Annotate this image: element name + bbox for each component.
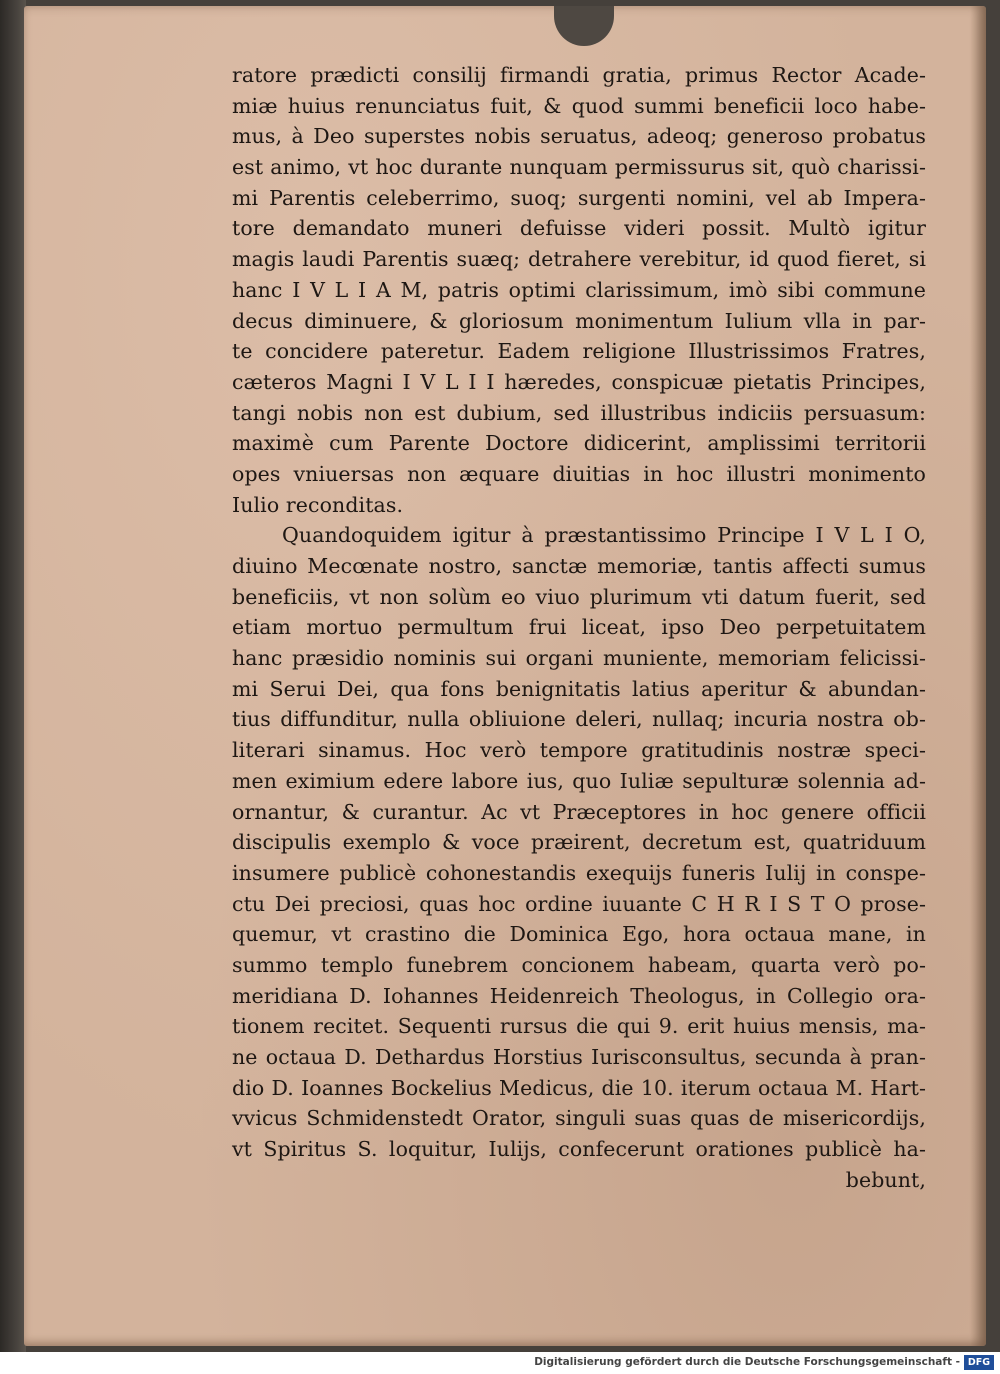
text-line: opes vniuersas non æquare diuitias in hoc illustri monimento — [232, 461, 926, 486]
text-line: dio D. Ioannes Bockelius Medicus, die 10. iterum octaua M. Hart- — [232, 1075, 926, 1100]
text-line: etiam mortuo permultum frui liceat, ipso Deo perpetuitatem — [232, 615, 926, 640]
page-edge-shadow — [970, 6, 986, 1346]
text-line: literari sinamus. Hoc verò tempore gratitudinis nostræ speci- — [232, 738, 926, 763]
text-line: vvicus Schmidenstedt Orator, singuli suas quas de misericordijs, — [232, 1106, 926, 1131]
text-line: meridiana D. Iohannes Heidenreich Theologus, in Collegio ora- — [232, 983, 926, 1008]
text-line: magis laudi Parentis suæq; detrahere verebitur, id quod fieret, si — [232, 247, 926, 272]
text-line: tangi nobis non est dubium, sed illustribus indiciis persuasum: — [232, 400, 926, 425]
text-line: ne octaua D. Dethardus Horstius Iurisconsultus, secunda à pran- — [232, 1045, 926, 1069]
text-line: miæ huius renunciatus fuit, & quod summi beneficii loco habe- — [232, 93, 926, 118]
funding-credit: Digitalisierung gefördert durch die Deutsche Forschungsgemeinschaft - — [534, 1356, 960, 1368]
text-line: men eximium edere labore ius, quo Iuliæ sepulturæ solennia ad- — [232, 768, 926, 793]
text-line: hanc præsidio nominis sui organi muniente, memoriam felicissi- — [232, 646, 926, 671]
text-line: tionem recitet. Sequenti rursus die qui 9. erit huius mensis, ma- — [232, 1014, 926, 1039]
text-line: beneficiis, vt non solùm eo viuo plurimum vti datum fuerit, sed — [232, 584, 926, 609]
text-line: ornantur, & curantur. Ac vt Præceptores in hoc genere officii — [232, 799, 926, 824]
text-line: summo templo funebrem concionem habeam, quarta verò po- — [232, 952, 926, 977]
text-line: mus, à Deo superstes nobis seruatus, adeoq; generoso probatus — [232, 124, 926, 149]
footer-bar — [0, 1352, 1000, 1374]
paragraph-first-line: Quandoquidem igitur à præstantissimo Principe I V L I O, — [282, 523, 926, 548]
text-line: tius diffunditur, nulla obliuione deleri, nullaq; incuria nostra ob- — [232, 707, 926, 732]
book-cover-edge — [0, 0, 26, 1352]
text-line: ratore prædicti consilij firmandi gratia, primus Rector Acade- — [232, 63, 926, 87]
text-line: mi Serui Dei, qua fons benignitatis latius aperitur & abundan- — [232, 676, 926, 701]
text-line: vt Spiritus S. loquitur, Iulijs, confecerunt orationes publicè ha- — [232, 1137, 926, 1162]
text-line: ctu Dei preciosi, quas hoc ordine iuuante C H R I S T O prose- — [232, 891, 926, 916]
text-line: quemur, vt crastino die Dominica Ego, hora octaua mane, in — [232, 922, 926, 947]
body-text — [232, 60, 926, 1195]
text-line: est animo, vt hoc durante nunquam permissurus sit, quò charissi- — [232, 155, 926, 180]
text-line: diuino Mecœnate nostro, sanctæ memoriæ, tantis affecti sumus — [232, 554, 926, 578]
text-line: Iulio reconditas. — [232, 492, 404, 517]
text-line: tore demandato muneri defuisse videri possit. Multò igitur — [232, 216, 926, 241]
text-line: insumere publicè cohonestandis exequijs funeris Iulij in conspe- — [232, 860, 926, 885]
text-line: maximè cum Parente Doctore didicerint, amplissimi territorii — [232, 431, 926, 456]
catchword: bebunt, — [845, 1167, 926, 1192]
text-line: decus diminuere, & gloriosum monimentum Iulium vlla in par- — [232, 308, 926, 333]
page-tab-notch — [554, 6, 614, 46]
text-line: hanc I V L I A M, patris optimi clarissimum, imò sibi commune — [232, 277, 926, 302]
dfg-logo: DFG — [964, 1355, 994, 1370]
text-line: discipulis exemplo & voce præirent, decretum est, quatriduum — [232, 830, 926, 855]
text-line: te concidere pateretur. Eadem religione Illustrissimos Fratres, — [232, 339, 926, 364]
text-line: mi Parentis celeberrimo, suoq; surgenti nomini, vel ab Impera- — [232, 185, 926, 210]
text-line: cæteros Magni I V L I I hæredes, conspicuæ pietatis Principes, — [232, 369, 926, 394]
